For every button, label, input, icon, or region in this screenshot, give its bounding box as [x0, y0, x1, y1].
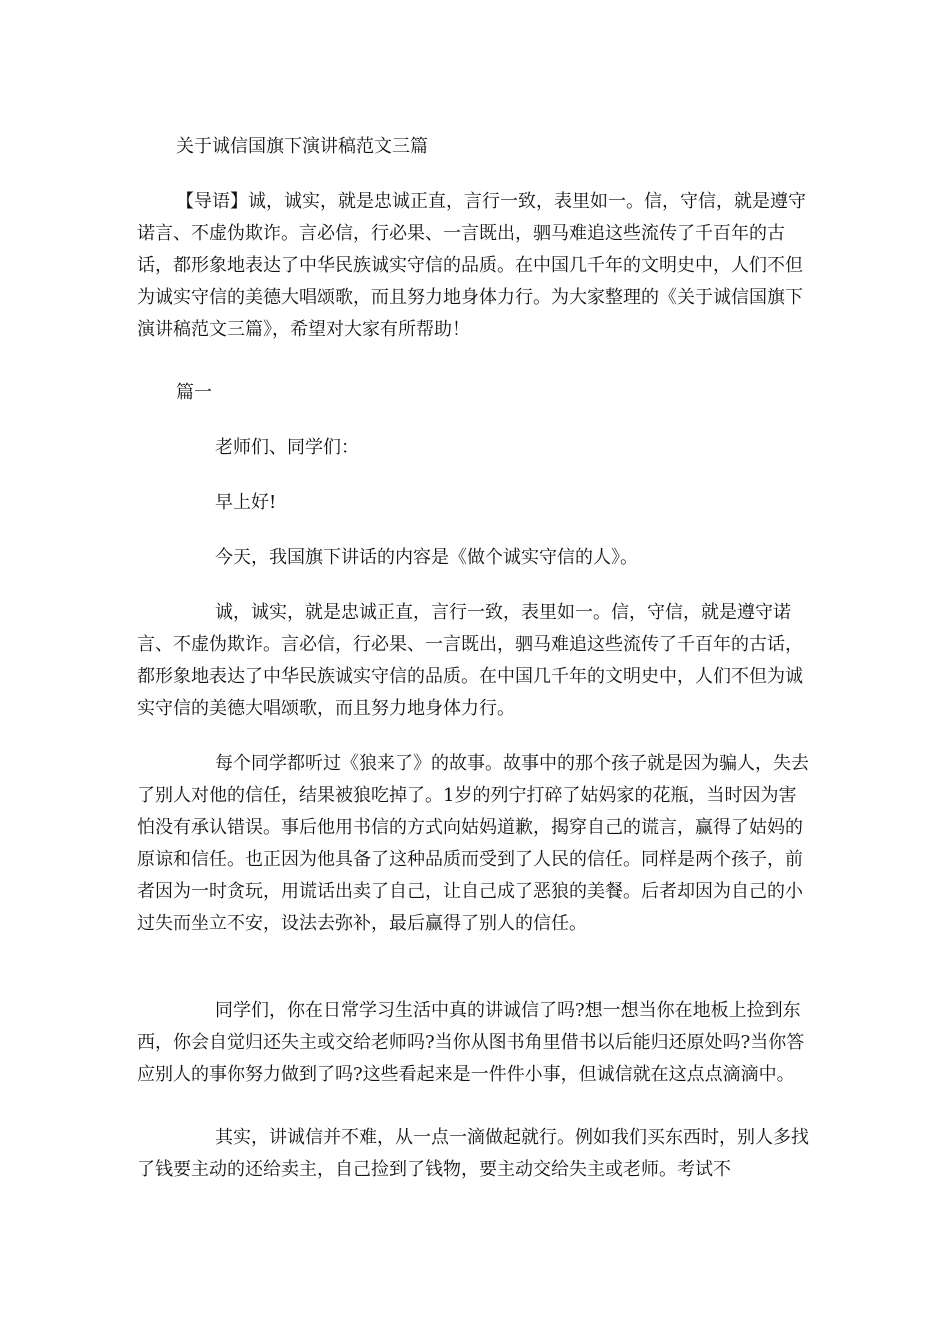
- body-paragraph-3: 同学们，你在日常学习生活中真的讲诚信了吗?想一想当你在地板上捡到东西，你会自觉归还失主或交给老师吗?当你从图书角里借书以后能归还原处吗?当你答应别人的事你努力做到了吗?这些看起来是一件件小事，但诚信就在这点点滴滴中。: [137, 1000, 805, 1085]
- intro-paragraph: 【导语】诚，诚实，就是忠诚正直，言行一致，表里如一。信，守信，就是遵守诺言、不虚伪欺诈。言必信，行必果、一言既出，驷马难追这些流传了千百年的古话，都形象地表达了中华民族诚实守信的品质。在中国几千年的文明史中，人们不但为诚实守信的美德大唱颂歌，而且努力地身体力行。为大家整理的《关于诚信国旗下演讲稿范文三篇》，希望对大家有所帮助！: [137, 191, 806, 340]
- document-title: 关于诚信国旗下演讲稿范文三篇: [176, 136, 428, 157]
- greeting-morning: 早上好!: [215, 492, 277, 513]
- body-paragraph-2: 每个同学都听过《狼来了》的故事。故事中的那个孩子就是因为骗人，失去了别人对他的信任，结果被狼吃掉了。1岁的列宁打碎了姑妈家的花瓶，当时因为害怕没有承认错误。事后他用书信的方式向姑妈道歉，揭穿自己的谎言，赢得了姑妈的原谅和信任。也正因为他具备了这种品质而受到了人民的信任。同样是两个孩子，前者因为一时贪玩，用谎话出卖了自己，让自己成了恶狼的美餐。后者却因为自己的小过失而坐立不安，设法去弥补，最后赢得了别人的信任。: [137, 753, 809, 934]
- speech-topic: 今天，我国旗下讲话的内容是《做个诚实守信的人》。: [215, 547, 638, 568]
- body-paragraph-1: 诚，诚实，就是忠诚正直，言行一致，表里如一。信，守信，就是遵守诺言、不虚伪欺诈。言必信，行必果、一言既出，驷马难追这些流传了千百年的古话，都形象地表达了中华民族诚实守信的品质。在中国几千年的文明史中，人们不但为诚实守信的美德大唱颂歌，而且努力地身体力行。: [137, 602, 803, 719]
- body-paragraph-4: 其实，讲诚信并不难，从一点一滴做起就行。例如我们买东西时，别人多找了钱要主动的还给卖主，自己捡到了钱物，要主动交给失主或老师。考试不: [137, 1127, 809, 1180]
- greeting-line: 老师们、同学们：: [215, 437, 359, 458]
- section-heading: 篇一: [176, 382, 212, 403]
